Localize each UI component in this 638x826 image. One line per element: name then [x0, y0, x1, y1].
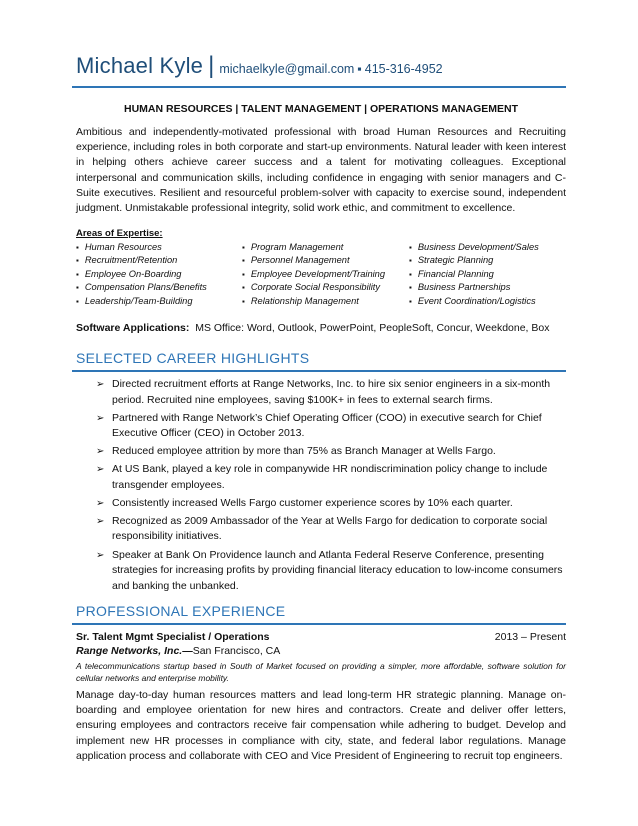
expertise-item: ▪ Human Resources [76, 241, 207, 254]
highlight-text: Directed recruitment efforts at Range Networks, Inc. to hire six senior engineers in a six-month period. Recruited nine employees, saving $100K+ in fees to external search firms. [112, 378, 551, 406]
expertise-item: ▪ Corporate Social Responsibility [242, 281, 385, 294]
highlight-text: Consistently increased Wells Fargo customer experience scores by 10% each quarter. [112, 496, 513, 509]
expertise-column-3 [409, 241, 539, 308]
highlight-text: Recognized as 2009 Ambassador of the Year at Wells Fargo for dedication to corporate social responsibility initiatives. [112, 514, 548, 543]
name-separator: | [208, 52, 215, 79]
company-line [76, 645, 280, 657]
highlight-item [96, 462, 566, 493]
highlight-item [96, 496, 566, 512]
expertise-item: ▪ Employee On-Boarding [76, 268, 207, 281]
email-link[interactable]: michaelkyle@gmail.com [219, 62, 355, 76]
software-label: Software Applications: [76, 322, 190, 334]
highlight-item [96, 514, 566, 545]
arrow-bullet-icon: ➢ [96, 464, 105, 476]
resume-header [76, 52, 566, 80]
highlight-item [96, 444, 566, 460]
highlight-text: Speaker at Bank On Providence launch and Atlanta Federal Reserve Conference, presenting strategies for increasing profits by providing financial literacy education to low-income consumers and banking the unbanked. [112, 548, 563, 592]
company-separator: — [182, 645, 193, 657]
highlight-item [96, 548, 566, 595]
expertise-column-2 [242, 241, 385, 308]
highlight-text: At US Bank, played a key role in companywide HR nondiscrimination policy change to include transgender employees. [112, 463, 548, 491]
job-description: Manage day-to-day human resources matters and lead long-term HR strategic planning. Manage on-boarding and employee orientation for new hires and contractors. Create and deliver offer letters, ensuring employees and contractors receive fair compensation while adhering to budget. Develop and implement new HR processes in compliance with city, state, and federal labor regulations. Manage application process and collaborate with CEO and Vice President of Engineering to recruit top engineers. [76, 689, 566, 762]
candidate-name: Michael Kyle [76, 53, 204, 78]
arrow-bullet-icon: ➢ [96, 497, 105, 509]
expertise-item: ▪ Business Development/Sales [409, 241, 539, 254]
highlight-item [96, 377, 566, 408]
expertise-item: ▪ Business Partnerships [409, 281, 539, 294]
headline: HUMAN RESOURCES | TALENT MANAGEMENT | OPERATIONS MANAGEMENT [124, 103, 518, 115]
header-rule [72, 86, 566, 88]
highlight-text: Partnered with Range Network’s Chief Operating Officer (COO) in executive search for Chief Executive Officer (CEO) in October 2013. [112, 411, 542, 440]
software-value: MS Office: Word, Outlook, PowerPoint, PeopleSoft, Concur, Weekdone, Box [195, 322, 550, 334]
expertise-item: ▪ Financial Planning [409, 268, 539, 281]
arrow-bullet-icon: ➢ [96, 549, 105, 561]
highlight-item [96, 411, 566, 442]
expertise-column-1 [76, 241, 207, 308]
arrow-bullet-icon: ➢ [96, 379, 105, 390]
job-title: Sr. Talent Mgmt Specialist / Operations [76, 631, 270, 643]
arrow-bullet-icon: ➢ [96, 412, 105, 424]
highlights-rule [72, 370, 566, 372]
company-location: San Francisco, CA [192, 645, 281, 657]
company-description: A telecommunications startup based in South of Market focused on providing a simpler, more affordable, software solution for cellular networks and enterprise mobility. [76, 661, 566, 683]
phone-number: 415-316-4952 [364, 62, 443, 76]
job-dates: 2013 – Present [494, 631, 566, 643]
summary-paragraph: Ambitious and independently-motivated professional with broad Human Resources and Recruiting experience, including roles in both corporate and start-up environments. Natural leader with keen interest in helping others achieve career success and a talent for motivating colleagues. Exceptional interpersonal and communication skills, including confidence in engaging with senior managers and C-Suite executives. Resilient and resourceful problem-solver with capacity to exercise sound, independent judgment. Unmistakable professional integrity, solid work ethic, and commitment to excellence. [76, 126, 566, 215]
expertise-item: ▪ Event Coordination/Logistics [409, 295, 539, 308]
highlights-title: SELECTED CAREER HIGHLIGHTS [76, 350, 310, 366]
expertise-item: ▪ Personnel Management [242, 254, 385, 267]
expertise-item: ▪ Compensation Plans/Benefits [76, 281, 207, 294]
company-name: Range Networks, Inc. [76, 645, 183, 657]
contact-dot: ▪ [357, 62, 362, 76]
expertise-title: Areas of Expertise: [76, 228, 163, 239]
expertise-item: ▪ Relationship Management [242, 295, 385, 308]
expertise-item: ▪ Recruitment/Retention [76, 254, 207, 267]
arrow-bullet-icon: ➢ [96, 446, 105, 458]
software-applications [76, 322, 566, 334]
expertise-item: ▪ Strategic Planning [409, 254, 539, 267]
arrow-bullet-icon: ➢ [96, 515, 105, 527]
highlight-text: Reduced employee attrition by more than 75% as Branch Manager at Wells Fargo. [112, 445, 496, 458]
experience-rule [72, 623, 566, 625]
highlights-list [96, 377, 566, 597]
expertise-item: ▪ Program Management [242, 241, 385, 254]
expertise-item: ▪ Leadership/Team-Building [76, 295, 207, 308]
experience-title: PROFESSIONAL EXPERIENCE [76, 603, 286, 619]
expertise-item: ▪ Employee Development/Training [242, 268, 385, 281]
